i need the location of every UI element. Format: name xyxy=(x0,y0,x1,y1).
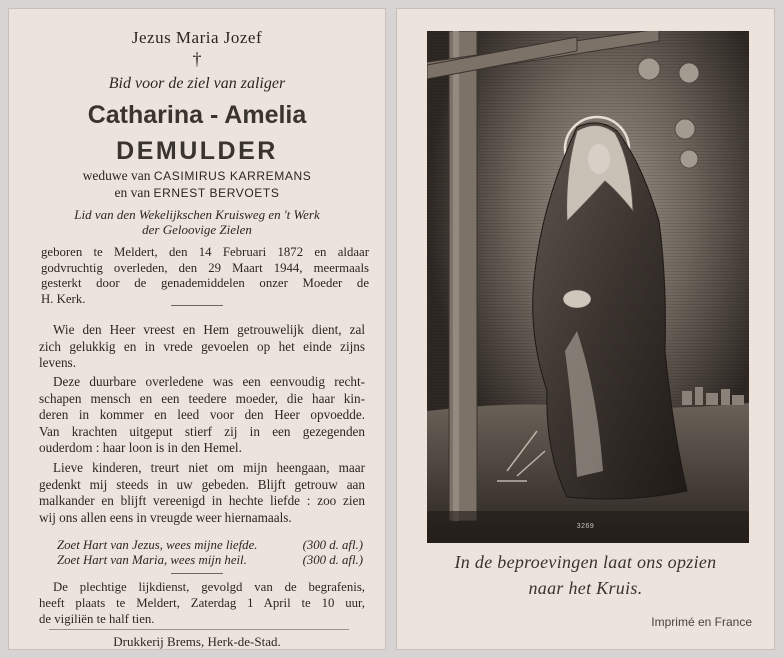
widow-prefix: weduwe van xyxy=(82,168,151,183)
text-line: Wie den Heer vreest en Hem getrouwelijk dient, zal xyxy=(53,322,365,337)
divider xyxy=(171,573,223,574)
bio-line: godvruchtig overleden, den 29 Maart 1944, meermaals xyxy=(41,260,369,275)
deceased-given-names: Catharina - Amelia xyxy=(87,101,307,129)
bio-line: H. Kerk. xyxy=(41,291,86,306)
paragraph-deceased-virtues xyxy=(39,374,365,457)
text-line: de vigiliën te half tien. xyxy=(39,612,155,626)
caption-line: In de beproevingen laat ons opzien xyxy=(454,552,717,572)
madonna-at-cross-engraving xyxy=(427,31,749,543)
text-line: Deze duurbare overledene was een eenvoudig recht- xyxy=(53,374,365,389)
deceased-surname: DEMULDER xyxy=(116,137,278,165)
divider xyxy=(49,629,349,630)
prayer-line: Bid voor de ziel van zaliger xyxy=(108,75,286,92)
paragraph-funeral-details xyxy=(39,579,365,627)
cross-icon: † xyxy=(192,49,202,69)
printer-credit: Drukkerij Brems, Herk-de-Stad. xyxy=(113,634,281,649)
ejaculation-prayer xyxy=(57,553,363,568)
text-line: Lieve kinderen, treurt niet om mijn heengaan, maar xyxy=(53,460,365,475)
paragraph-message-to-children xyxy=(39,460,365,526)
caption-line: naar het Kruis. xyxy=(528,578,643,598)
header-jezus-maria-jozef: Jezus Maria Jozef xyxy=(131,28,263,47)
indulgence-note: (300 d. afl.) xyxy=(302,538,363,552)
clasped-hands xyxy=(563,290,591,308)
membership-line: Lid van den Wekelijkschen Kruisweg en 't Werk xyxy=(74,207,320,222)
text-line: malkander en blijft vereenigd in hechte liefde : zoo zien xyxy=(39,493,365,509)
text-line: De plechtige lijkdienst, gevolgd van de begrafenis, xyxy=(53,580,365,594)
text-line: levens. xyxy=(39,355,76,371)
memorial-card-picture-side xyxy=(397,9,774,649)
face xyxy=(588,144,610,174)
biography-text xyxy=(41,245,369,307)
text-line: deren in kommer en leed voor den Heer opvoedde. xyxy=(39,407,365,423)
engraving-illustration xyxy=(427,31,749,543)
indulgence-note: (300 d. afl.) xyxy=(302,553,363,567)
text-line: gedenkt mij steeds in uw gebeden. Blijft getrouw aan xyxy=(39,476,365,492)
text-line: zich gelukkig en in vrede gevoelen op het einde zijns xyxy=(39,338,365,354)
ejaculation-text: Zoet Hart van Jezus, wees mijne liefde. xyxy=(57,538,258,552)
text-line: ouderdom : haar loon is in den Hemel. xyxy=(39,440,242,456)
second-husband-name: ERNEST BERVOETS xyxy=(153,186,280,200)
divider xyxy=(171,305,223,306)
text-line: heeft plaats te Meldert, Zaterdag 1 April te 10 uur, xyxy=(39,596,365,610)
plate-number: 3269 xyxy=(576,523,595,530)
text-line: Van krachten uitgeput stierf zij in een gezegenden xyxy=(39,423,365,439)
ejaculation-prayer xyxy=(57,538,363,553)
bio-line: gesterkt door de genademiddelen onzer Moeder de xyxy=(41,276,369,290)
membership-line: der Geloovige Zielen xyxy=(142,222,252,237)
ejaculation-text: Zoet Hart van Maria, wees mijn heil. xyxy=(57,553,247,567)
memorial-card-text-side xyxy=(9,9,385,649)
imprint-label: Imprimé en France xyxy=(651,615,752,629)
first-husband-name: CASIMIRUS KARREMANS xyxy=(153,169,312,183)
widow-line xyxy=(9,168,385,184)
second-husband-line xyxy=(9,185,385,201)
paragraph-fear-of-lord xyxy=(39,322,365,372)
and-prefix: en van xyxy=(114,185,151,200)
membership-text xyxy=(9,207,385,237)
text-line: wij ons allen eens in vreugde weer hiernamaals. xyxy=(39,509,292,525)
text-line: schapen mensch en een teedere moeder, die haar kin- xyxy=(39,390,365,406)
bio-line: geboren te Meldert, den 14 Februari 1872 en aldaar xyxy=(41,245,369,259)
